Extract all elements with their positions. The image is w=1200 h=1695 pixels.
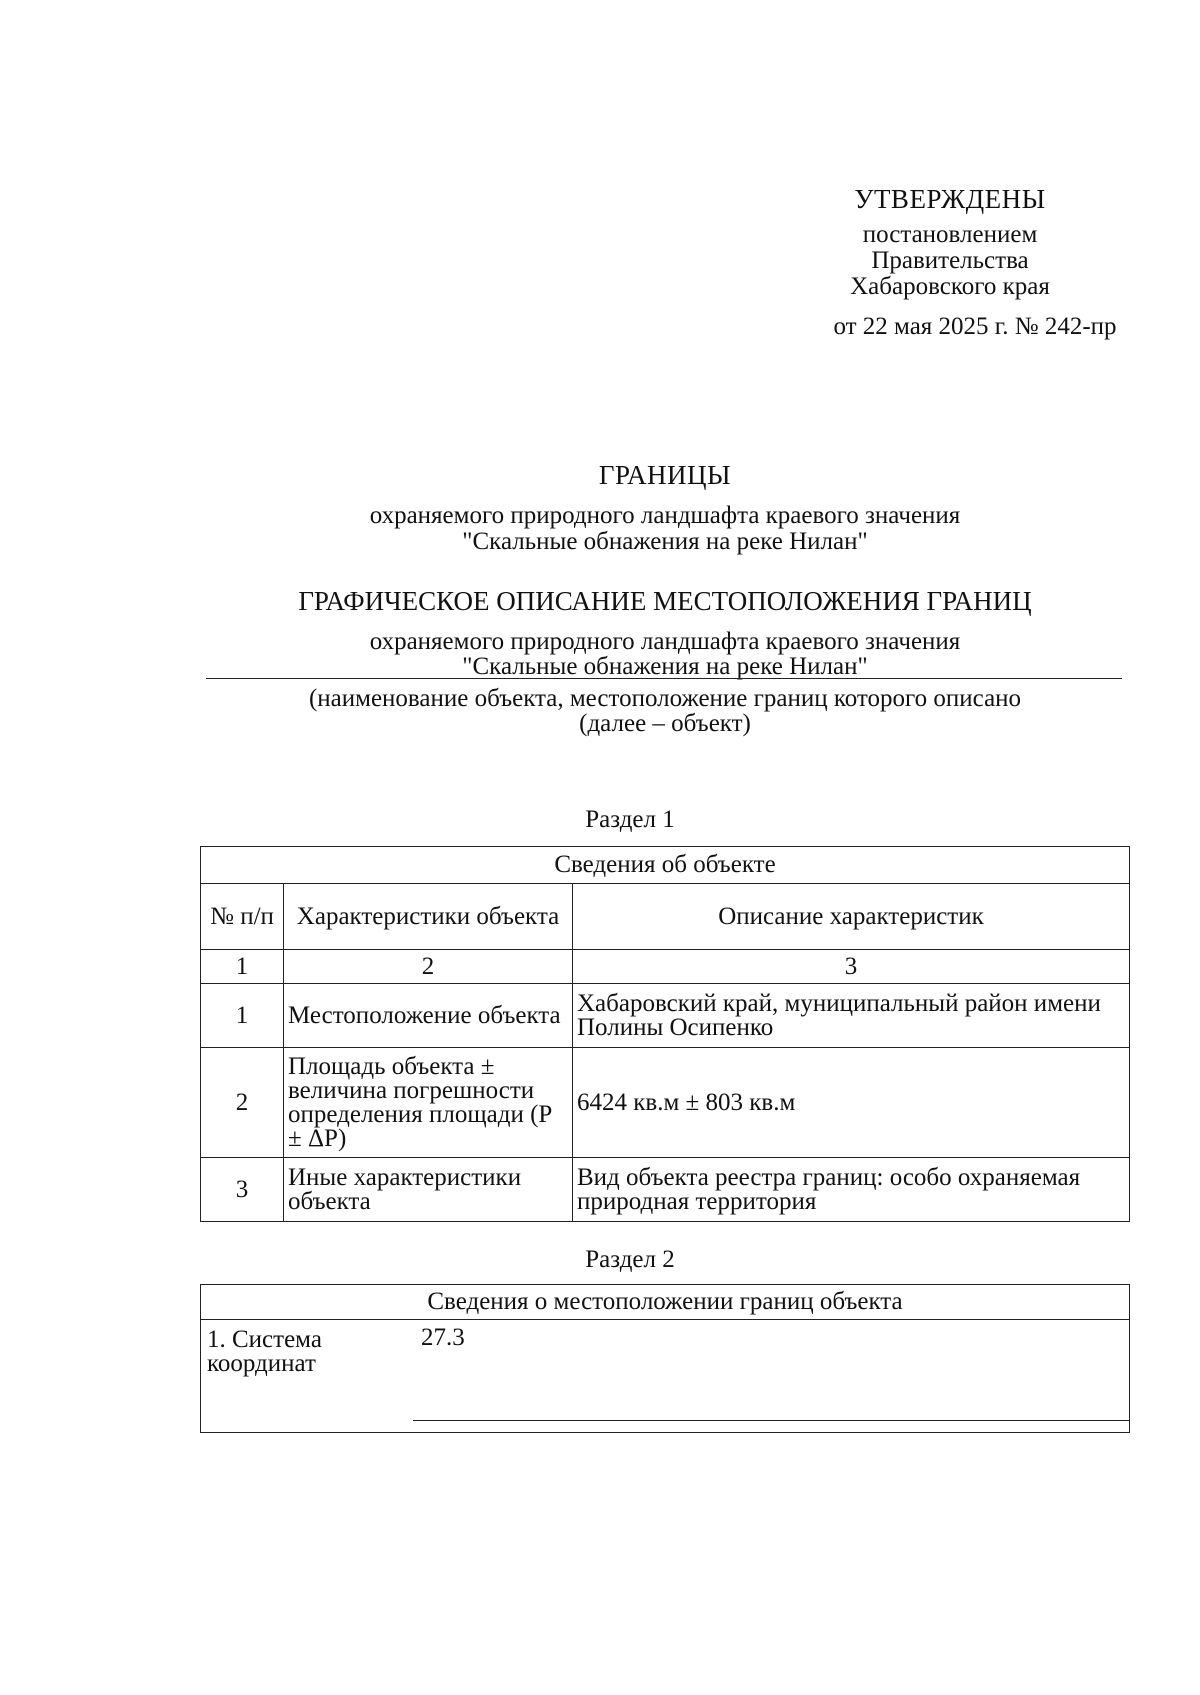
row-characteristic: Площадь объекта ± величина погрешности определения площади (P ± ΔP) (284, 1048, 573, 1158)
graphic-description-title: ГРАФИЧЕСКОЕ ОПИСАНИЕ МЕСТОПОЛОЖЕНИЯ ГРАНИЦ (298, 586, 1032, 616)
row-number: 1 (201, 984, 284, 1048)
row-description: Хабаровский край, муниципальный район имени Полины Осипенко (573, 984, 1130, 1048)
approval-line: Правительства (871, 247, 1029, 274)
document-title: ГРАНИЦЫ (598, 460, 732, 490)
underline-divider (206, 678, 1122, 679)
column-number: 1 (201, 950, 284, 984)
graphic-description-heading (200, 586, 1130, 679)
approval-block (760, 186, 1140, 340)
object-name-line: охраняемого природного ландшафта краевого значения (369, 628, 961, 655)
document-heading (200, 460, 1130, 555)
note-line: (далее – объект) (579, 710, 751, 737)
section-1-label: Раздел 1 (585, 806, 675, 833)
object-name-note (200, 686, 1130, 736)
document-subtitle: "Скальные обнажения на реке Нилан" (462, 528, 868, 555)
row-characteristic: Местоположение объекта (284, 984, 573, 1048)
coordinate-system-value: 27.3 (421, 1324, 465, 1351)
column-number: 2 (284, 950, 573, 984)
table-title: Сведения об объекте (201, 847, 1130, 884)
approval-line: Хабаровского края (850, 273, 1050, 300)
coordinate-system-cell (201, 1320, 1130, 1433)
approval-date: от 22 мая 2025 г. № 242-пр (833, 313, 1117, 340)
row-number: 3 (201, 1158, 284, 1222)
object-name-line: "Скальные обнажения на реке Нилан" (462, 653, 868, 680)
approval-line: постановлением (862, 221, 1038, 248)
column-header: Характеристики объекта (284, 884, 573, 950)
coordinate-system-label: 1. Система координат (207, 1326, 322, 1377)
table-row (201, 1048, 1130, 1158)
table-row (201, 984, 1130, 1048)
column-header: № п/п (201, 884, 284, 950)
table-row (201, 1158, 1130, 1222)
column-number: 3 (573, 950, 1130, 984)
row-description: 6424 кв.м ± 803 кв.м (573, 1048, 1130, 1158)
value-underline (413, 1420, 1129, 1421)
column-header: Описание характеристик (573, 884, 1130, 950)
approval-title: УТВЕРЖДЕНЫ (854, 184, 1046, 214)
row-description: Вид объекта реестра границ: особо охраняемая природная территория (573, 1158, 1130, 1222)
row-number: 2 (201, 1048, 284, 1158)
section-2-label: Раздел 2 (585, 1246, 675, 1273)
object-info-table (200, 846, 1130, 1222)
note-line: (наименование объекта, местоположение границ которого описано (308, 685, 1022, 712)
boundary-location-table (200, 1284, 1130, 1433)
document-subtitle: охраняемого природного ландшафта краевого значения (369, 502, 961, 529)
row-characteristic: Иные характеристики объекта (284, 1158, 573, 1222)
table-title: Сведения о местоположении границ объекта (201, 1285, 1130, 1320)
